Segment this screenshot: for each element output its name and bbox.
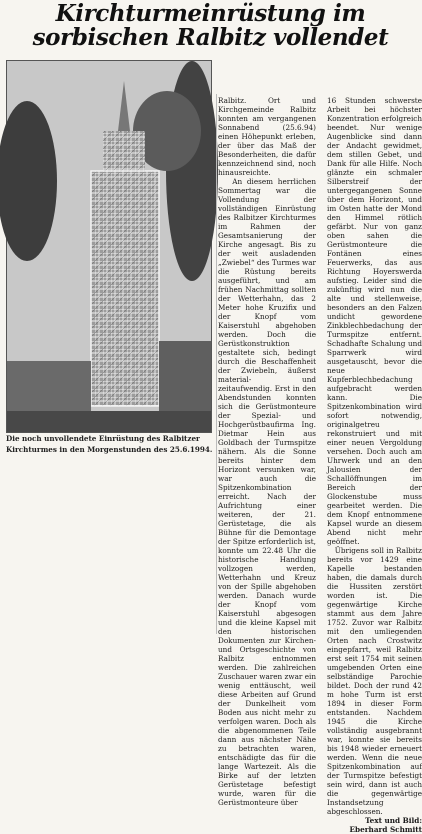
article-column-1: Ralbitz. Ort und Kirchgemeinde Ralbitz konnten am vergangenen Sonnabend (25.6.94) einen Höhepunkt erleben, der über das Maß der Besonderheiten, die dafür kennzeichnend sind, noch hinausreichte. An diesem herrlichen Sommertag war die Vollendung der vollständigen Einrüstung des Ralbitzer Kirchturmes im Rahmen der Gesamtsanierung der Kirche angesagt. Bis zu der weit ausladenden „Zwiebel“ des Turmes war die Rüstung bereits ausgeführt, und am frühen Nachmittag sollten der Wetterhahn, das 2 Meter hohe Kruzifix und der Knopf vom Kaiserstuhl abgehoben werden. Doch die Gerüstkonstruktion gestaltete sich, bedingt durch die Beschaffenheit der Zwiebeln, äußerst material- und zeitaufwendig. Erst in den Abendstunden konnten sich die Gerüstmonteure der Spezial- und Hochgerüstbaufirma Ing. Dietmar Hein aus Goldbach der Turmspitze nähern. Als die Sonne bereits hinter dem Horizont versunken war, war auch die Spitzenkombination erreicht. Nach der Aufrichtung einer weiteren, der 21. Gerüstetage, die als Bühne für die Demontage der Spitze erforderlich ist, konnte um 22.48 Uhr die historische Handlung vollzogen werden, Wetterhahn und Kreuz von der Spille abgehoben werden. Danach wurde der Knopf vom Kaiserstuhl abgesogen und die kleine Kapsel mit den historischen Dokumenten zur Kirchen- und Ortsgeschichte von Ralbitz entnommen werden. Die zahlreichen Zuschauer waren zwar ein wenig enttäuscht, weil diese Arbeiten auf Grund der Dunkelheit vom Boden aus nicht mehr zu verfolgen waren. Doch als die abgenommenen Teile dann aus nächster Nähe zu betrachten waren, entschädigte das für die lange Wartezeit. Als die Birke auf der letzten Gerüstetage befestigt wurde, waren für die Gerüstmonteure über [218, 96, 316, 807]
headline-line-1: Kirchturmeinrüstung im [55, 0, 366, 27]
scaffolding-top [103, 131, 145, 171]
headline [8, 2, 413, 52]
article-column-2 [327, 96, 422, 834]
ground [7, 411, 211, 432]
scaffolded-tower-image [7, 61, 211, 432]
headline-line-2: sorbischen Ralbitz vollendet [32, 24, 389, 51]
column-divider [216, 94, 217, 634]
photo-caption: Die noch unvollendete Einrüstung des Ralbitzer Kirchturmes in den Morgenstunden des 25.6.1994. [6, 434, 213, 454]
church-tower-photo [6, 60, 212, 433]
article-column-2-text: 16 Stunden schwerste Arbeit bei höchster Konzentration erfolgreich beendet. Nur wenige Augenblicke sind dann der Andacht gewidmet, dem stillen Gebet, und Dank für alle Hilfe. Noch glänzte ein schmaler Silberstreif der untergegangenen Sonne über dem Horizont, und im Osten hatte der Mond den Himmel rötlich gefärbt. Nur von ganz oben sahen die Gerüstmonteure die Fontänen eines Feuerwerks, das aus Richtung Hoyerswerda aufstieg. Leider sind die zukünftig wird nun die alte und stellenweise, besonders an den Falzen undicht gewordene Zinkblechbedachung der Turmspitze entfernt. Schadhafte Schalung und Sparrwerk wird ausgetauscht, bevor die neue Kupferblechbedachung aufgebracht werden kann. Die Spitzenkombination wird sofort notwendig, originalgetreu rekonstruiert und mit einer neuen Vergoldung versehen. Doch auch am Uhrwerk und an den Jalousien der Schallöffnungen im Bereich der Glockenstube muss gearbeitet werden. Die dem Knopf entnommene Kapsel wurde an diesem Abend nicht mehr geöffnet. Übrigens soll in Ralbitz bereits vor 1429 eine Kapelle bestanden haben, die damals durch die Hussiten zerstört worden ist. Die gegenwärtige Kirche stammt aus dem Jahre 1752. Zuvor war Ralbitz mit den umliegenden Orten nach Crostwitz eingepfarrt, weil Ralbitz erst seit 1754 mit seinen umgebenden Orten eine selbständige Parochie bildet. Doch der rund 42 m hohe Turm ist erst 1894 in dieser Form entstanden. Nachdem 1945 die Kirche vollständig ausgebrannt war, konnte sie bereits bis 1948 wieder erneuert werden. Wenn die neue Spitzenkombination auf der Turmspitze befestigt sein wird, dann ist auch die gegenwärtige Instandsetzung abgeschlossen. [327, 96, 422, 816]
scaffolding-body [91, 171, 159, 406]
byline-author: Eberhard Schmitt [349, 825, 422, 834]
byline-label: Text und Bild: [365, 816, 422, 825]
